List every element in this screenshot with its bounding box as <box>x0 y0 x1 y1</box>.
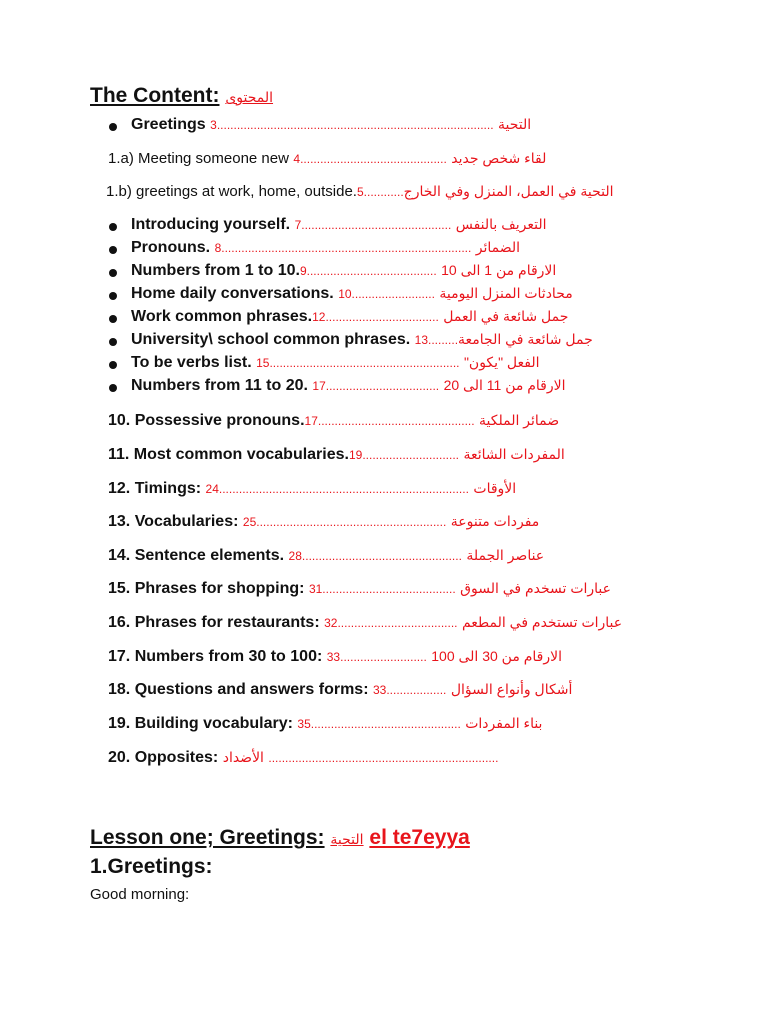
toc-dots: ........................................................................... <box>221 241 472 255</box>
toc-entry <box>108 681 572 699</box>
toc-dots: .......................... <box>340 650 427 664</box>
toc-label: 18. Questions and answers forms: <box>108 681 369 698</box>
toc-entry <box>131 331 593 349</box>
toc-dots: ............................. <box>362 448 460 462</box>
toc-page: 15 <box>256 356 270 370</box>
toc-entry <box>108 749 498 767</box>
toc-arabic: جمل شائعة في العمل <box>443 308 569 324</box>
bullet-icon <box>109 292 117 300</box>
toc-arabic: الارقام من 30 الى 100 <box>431 648 562 664</box>
toc-label: 1.a) Meeting someone new <box>108 150 289 167</box>
toc-entry <box>108 446 565 464</box>
toc-arabic: عبارات تستخدم في المطعم <box>461 614 623 630</box>
toc-page: 35 <box>297 717 311 731</box>
toc-label: Pronouns <box>131 239 206 256</box>
toc-dots: ......................... <box>351 287 435 301</box>
toc-page: 19 <box>348 448 363 462</box>
toc-entry: Pronouns. 8........................................................................... الضمائر <box>131 239 521 256</box>
toc-dots: ....................................... <box>306 264 437 278</box>
toc-entry <box>108 715 542 733</box>
toc-label: 12. Timings: <box>108 480 202 497</box>
toc-label: 11. Most common vocabularies. <box>108 446 349 463</box>
toc-arabic: الضمائر <box>475 239 521 255</box>
toc-entry <box>108 648 562 666</box>
toc-arabic: التحية <box>498 116 532 132</box>
toc-label: 16. Phrases for restaurants: <box>108 614 320 631</box>
toc-dots: ................................................................................... <box>216 118 494 132</box>
toc-label: 20. Opposites: <box>108 749 219 766</box>
toc-arabic: الأضداد <box>222 749 264 765</box>
toc-arabic: عناصر الجملة <box>466 547 545 563</box>
toc-dots: ........................................................................... <box>218 482 469 496</box>
toc-arabic: ضمائر الملكية <box>479 412 560 428</box>
toc-dots: ............................................ <box>300 152 447 166</box>
toc-label: To be verbs list <box>131 354 248 371</box>
toc-label: 1.b) greetings at work, home, outside <box>106 183 353 200</box>
toc-arabic: الارقام من 1 الى 10 <box>441 262 557 278</box>
toc-page: 33 <box>372 683 387 697</box>
content-heading <box>90 84 273 108</box>
toc-label: University\ school common phrases. <box>131 331 411 348</box>
toc-dots: .................. <box>386 683 447 697</box>
toc-label: Introducing yourself. <box>131 216 291 233</box>
toc-label: Home daily conversations. <box>131 285 334 302</box>
toc-arabic: التعريف بالنفس <box>455 216 547 232</box>
bullet-icon <box>109 315 117 323</box>
toc-dots: .................................. <box>325 310 439 324</box>
bullet-icon <box>109 246 117 254</box>
content-heading-arabic: المحتوى <box>225 89 274 105</box>
toc-arabic: أشكال وأنواع السؤال <box>450 681 573 697</box>
toc-page: 12 <box>312 310 326 324</box>
bullet-icon <box>109 223 117 231</box>
toc-label: 17. Numbers from 30 to 100: <box>108 648 323 665</box>
lesson-label: Lesson one; Greetings: <box>90 826 325 849</box>
toc-page: 10 <box>338 287 352 301</box>
toc-dots: ................................................ <box>301 549 462 563</box>
bullet-icon <box>109 361 117 369</box>
toc-dots: ......... <box>428 333 459 347</box>
bullet-icon <box>109 123 117 131</box>
toc-label: 10. Possessive pronouns. <box>108 412 305 429</box>
toc-arabic: جمل شائعة في الجامعة <box>458 331 593 347</box>
toc-entry <box>131 377 566 395</box>
toc-page: 3 <box>210 118 217 132</box>
toc-arabic: مفردات متنوعة <box>450 513 540 529</box>
content-heading-label: The Content: <box>90 84 220 107</box>
toc-label: Greetings <box>131 116 206 133</box>
bullet-icon <box>109 338 117 346</box>
toc-page: 33 <box>326 650 341 664</box>
toc-label: Work common phrases. <box>131 308 313 325</box>
toc-page: 31 <box>308 582 323 596</box>
toc-page: 4 <box>293 152 301 166</box>
toc-page: 32 <box>324 616 338 630</box>
toc-arabic: الأوقات <box>473 480 517 496</box>
toc-dots: ............................................. <box>301 218 452 232</box>
toc-entry <box>131 285 573 303</box>
toc-entry-sub-a <box>108 150 546 168</box>
toc-entry <box>108 614 622 632</box>
lesson-arabic: التحية <box>330 831 364 847</box>
toc-dots: ..................................................................... <box>268 751 499 765</box>
toc-page: 17 <box>304 414 318 428</box>
toc-page: 25 <box>242 515 257 529</box>
toc-arabic: محادثات المنزل اليومية <box>439 285 573 301</box>
toc-arabic: الارقام من 11 الى 20 <box>443 377 566 393</box>
toc-dots: .................................... <box>337 616 458 630</box>
toc-entry <box>108 513 539 531</box>
toc-entry <box>108 580 611 598</box>
toc-label: Numbers from 11 to 20. <box>131 377 308 394</box>
toc-entry <box>108 480 516 498</box>
toc-label: 15. Phrases for shopping: <box>108 580 305 597</box>
toc-dots: ............ <box>363 185 404 199</box>
toc-entry-sub-b: 1.b) greetings at work, home, outside.5............التحية في العمل، المنزل وفي الخارج <box>106 183 614 200</box>
toc-entry: To be verbs list. 15......................................................... الفعل "يكون" <box>131 354 540 371</box>
toc-dots: ........................................ <box>322 582 456 596</box>
toc-arabic: المفردات الشائعة <box>463 446 565 462</box>
lesson-translit: el te7eyya <box>369 826 470 849</box>
toc-page: 24 <box>205 482 219 496</box>
toc-arabic: التحية في العمل، المنزل وفي الخارج <box>403 183 614 199</box>
toc-page: 17 <box>312 379 326 393</box>
toc-arabic: عبارات تسخدم في السوق <box>460 580 611 596</box>
lesson-heading <box>90 826 470 850</box>
bullet-icon <box>109 384 117 392</box>
toc-entry <box>131 216 546 234</box>
toc-label: Numbers from 1 to 10. <box>131 262 300 279</box>
toc-dots: ......................................................... <box>269 356 460 370</box>
toc-page: 9 <box>299 264 307 278</box>
toc-page: 7 <box>294 218 302 232</box>
bullet-icon <box>109 269 117 277</box>
toc-entry <box>131 308 568 326</box>
toc-page: 13 <box>414 333 429 347</box>
toc-page: 5 <box>356 185 364 199</box>
toc-label: 13. Vocabularies: <box>108 513 239 530</box>
toc-label: 14. Sentence elements. <box>108 547 285 564</box>
toc-dots: .................................. <box>325 379 440 393</box>
toc-entry-greetings <box>131 116 531 134</box>
toc-arabic: الفعل "يكون" <box>463 354 540 370</box>
toc-label: 19. Building vocabulary: <box>108 715 293 732</box>
toc-page: 28 <box>288 549 302 563</box>
toc-entry <box>108 547 544 565</box>
toc-dots: ............................................... <box>317 414 475 428</box>
toc-arabic: لقاء شخص جديد <box>451 150 547 166</box>
section-heading: 1.Greetings: <box>90 855 213 878</box>
toc-page: 8 <box>214 241 222 255</box>
toc-dots: ............................................. <box>310 717 461 731</box>
good-morning-label: Good morning: <box>90 886 190 903</box>
toc-dots: ......................................................... <box>256 515 447 529</box>
toc-entry <box>131 262 556 280</box>
toc-entry <box>108 412 559 430</box>
toc-arabic: بناء المفردات <box>465 715 543 731</box>
